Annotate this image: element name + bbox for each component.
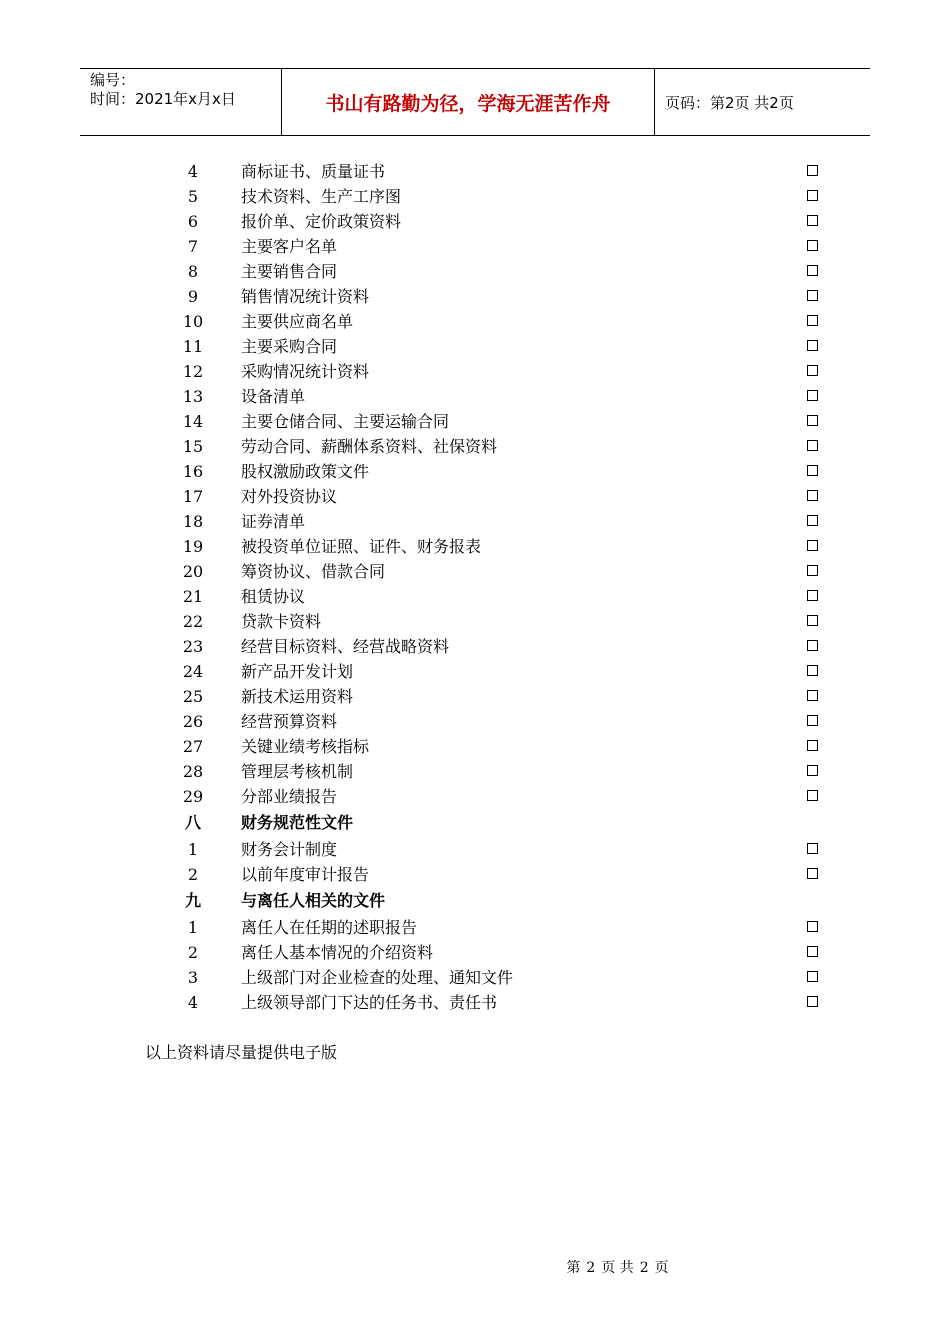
item-label: 以前年度审计报告 xyxy=(241,865,370,884)
item-number: 8 xyxy=(187,262,199,281)
item-checkbox[interactable] xyxy=(807,415,818,426)
item-label: 经营目标资料、经营战略资料 xyxy=(241,637,450,656)
item-number: 20 xyxy=(182,562,204,581)
checklist-row xyxy=(0,915,950,940)
item-number: 26 xyxy=(182,712,204,731)
checklist-row xyxy=(0,584,950,609)
item-number: 4 xyxy=(187,162,199,181)
item-number: 16 xyxy=(182,462,204,481)
checklist-row xyxy=(0,559,950,584)
item-label: 与离任人相关的文件 xyxy=(241,891,386,910)
item-label: 设备清单 xyxy=(241,387,306,406)
item-label: 财务会计制度 xyxy=(241,840,338,859)
checklist-row xyxy=(0,759,950,784)
item-checkbox[interactable] xyxy=(807,740,818,751)
checklist-row xyxy=(0,784,950,809)
page-header xyxy=(80,68,870,136)
item-label: 关键业绩考核指标 xyxy=(241,737,370,756)
item-checkbox[interactable] xyxy=(807,665,818,676)
footer-prefix: 第 xyxy=(566,1260,581,1276)
item-label: 劳动合同、薪酬体系资料、社保资料 xyxy=(241,437,498,456)
item-number: 21 xyxy=(182,587,204,606)
item-checkbox[interactable] xyxy=(807,868,818,879)
checklist-row xyxy=(0,384,950,409)
item-number: 12 xyxy=(182,362,204,381)
checklist-row xyxy=(0,709,950,734)
item-number: 13 xyxy=(182,387,204,406)
item-label: 技术资料、生产工序图 xyxy=(241,187,402,206)
item-number: 10 xyxy=(182,312,204,331)
checklist-row xyxy=(0,634,950,659)
header-motto: 书山有路勤为径，学海无涯苦作舟 xyxy=(282,69,655,135)
item-label: 筹资协议、借款合同 xyxy=(241,562,386,581)
item-label: 上级领导部门下达的任务书、责任书 xyxy=(241,993,498,1012)
document-checklist xyxy=(0,159,950,1015)
item-checkbox[interactable] xyxy=(807,190,818,201)
item-number: 25 xyxy=(182,687,204,706)
item-checkbox[interactable] xyxy=(807,340,818,351)
item-label: 管理层考核机制 xyxy=(241,762,354,781)
checklist-row xyxy=(0,837,950,862)
checklist-row xyxy=(0,409,950,434)
item-label: 销售情况统计资料 xyxy=(241,287,370,306)
checklist-row xyxy=(0,434,950,459)
item-label: 离任人在任期的述职报告 xyxy=(241,918,418,937)
checklist-row xyxy=(0,534,950,559)
item-number: 5 xyxy=(187,187,199,206)
checklist-row xyxy=(0,659,950,684)
item-label: 经营预算资料 xyxy=(241,712,338,731)
checklist-row xyxy=(0,359,950,384)
checklist-row xyxy=(0,965,950,990)
item-label: 财务规范性文件 xyxy=(241,813,354,832)
item-label: 商标证书、质量证书 xyxy=(241,162,386,181)
item-checkbox[interactable] xyxy=(807,540,818,551)
item-label: 主要客户名单 xyxy=(241,237,338,256)
item-number: 14 xyxy=(182,412,204,431)
item-label: 报价单、定价政策资料 xyxy=(241,212,402,231)
item-label: 主要仓储合同、主要运输合同 xyxy=(241,412,450,431)
item-label: 分部业绩报告 xyxy=(241,787,338,806)
checklist-row xyxy=(0,940,950,965)
item-number: 4 xyxy=(187,993,199,1012)
checklist-row xyxy=(0,862,950,887)
item-checkbox[interactable] xyxy=(807,165,818,176)
item-checkbox[interactable] xyxy=(807,790,818,801)
item-number: 19 xyxy=(182,537,204,556)
item-checkbox[interactable] xyxy=(807,215,818,226)
item-number: 17 xyxy=(182,487,204,506)
checklist-row xyxy=(0,459,950,484)
item-checkbox[interactable] xyxy=(807,690,818,701)
item-label: 对外投资协议 xyxy=(241,487,338,506)
checklist-row xyxy=(0,159,950,184)
item-checkbox[interactable] xyxy=(807,715,818,726)
item-checkbox[interactable] xyxy=(807,640,818,651)
item-number: 1 xyxy=(187,918,199,937)
item-number: 2 xyxy=(187,865,199,884)
item-checkbox[interactable] xyxy=(807,765,818,776)
item-checkbox[interactable] xyxy=(807,515,818,526)
section-heading xyxy=(0,809,950,837)
item-checkbox[interactable] xyxy=(807,465,818,476)
item-number: 6 xyxy=(187,212,199,231)
item-label: 新产品开发计划 xyxy=(241,662,354,681)
item-number: 22 xyxy=(182,612,204,631)
item-number: 18 xyxy=(182,512,204,531)
item-number: 九 xyxy=(184,891,201,910)
item-number: 3 xyxy=(187,968,199,987)
item-checkbox[interactable] xyxy=(807,265,818,276)
checklist-row xyxy=(0,284,950,309)
item-checkbox[interactable] xyxy=(807,946,818,957)
item-checkbox[interactable] xyxy=(807,843,818,854)
checklist-row xyxy=(0,684,950,709)
item-label: 新技术运用资料 xyxy=(241,687,354,706)
section-heading xyxy=(0,887,950,915)
item-label: 租赁协议 xyxy=(241,587,306,606)
footer-total: 2 xyxy=(639,1260,649,1276)
footer-suffix: 页 xyxy=(654,1260,669,1276)
item-number: 24 xyxy=(182,662,204,681)
item-checkbox[interactable] xyxy=(807,390,818,401)
item-checkbox[interactable] xyxy=(807,615,818,626)
checklist-row xyxy=(0,484,950,509)
item-checkbox[interactable] xyxy=(807,565,818,576)
item-number: 7 xyxy=(187,237,199,256)
item-label: 股权激励政策文件 xyxy=(241,462,370,481)
item-number: 15 xyxy=(182,437,204,456)
checklist-row xyxy=(0,509,950,534)
code-label: 编号： xyxy=(90,71,136,89)
item-checkbox[interactable] xyxy=(807,315,818,326)
item-checkbox[interactable] xyxy=(807,290,818,301)
item-checkbox[interactable] xyxy=(807,365,818,376)
checklist-row xyxy=(0,184,950,209)
item-label: 被投资单位证照、证件、财务报表 xyxy=(241,537,482,556)
item-label: 贷款卡资料 xyxy=(241,612,322,631)
item-number: 9 xyxy=(187,287,199,306)
item-checkbox[interactable] xyxy=(807,996,818,1007)
checklist-row xyxy=(0,309,950,334)
checklist-row xyxy=(0,259,950,284)
item-number: 27 xyxy=(182,737,204,756)
item-checkbox[interactable] xyxy=(807,440,818,451)
item-checkbox[interactable] xyxy=(807,921,818,932)
time-label: 时间：2021年x月x日 xyxy=(90,90,236,108)
header-page-label: 页码：第2页 共2页 xyxy=(665,93,794,112)
page-footer xyxy=(0,1257,950,1277)
item-number: 八 xyxy=(184,813,201,832)
footer-page: 2 xyxy=(586,1260,596,1276)
note-text: 以上资料请尽量提供电子版 xyxy=(145,1043,338,1062)
checklist-row xyxy=(0,609,950,634)
item-label: 主要采购合同 xyxy=(241,337,338,356)
header-meta xyxy=(80,69,282,135)
item-number: 28 xyxy=(182,762,204,781)
item-checkbox[interactable] xyxy=(807,971,818,982)
checklist-row xyxy=(0,334,950,359)
item-label: 主要供应商名单 xyxy=(241,312,354,331)
item-number: 23 xyxy=(182,637,204,656)
item-label: 上级部门对企业检查的处理、通知文件 xyxy=(241,968,514,987)
item-checkbox[interactable] xyxy=(807,240,818,251)
item-checkbox[interactable] xyxy=(807,490,818,501)
item-number: 2 xyxy=(187,943,199,962)
checklist-row xyxy=(0,734,950,759)
checklist-row xyxy=(0,209,950,234)
item-number: 11 xyxy=(182,337,204,356)
checklist-row xyxy=(0,990,950,1015)
item-number: 29 xyxy=(182,787,204,806)
item-checkbox[interactable] xyxy=(807,590,818,601)
item-number: 1 xyxy=(187,840,199,859)
checklist-row xyxy=(0,234,950,259)
item-label: 证券清单 xyxy=(241,512,306,531)
footer-mid: 页 共 xyxy=(601,1260,634,1276)
item-label: 主要销售合同 xyxy=(241,262,338,281)
item-label: 离任人基本情况的介绍资料 xyxy=(241,943,434,962)
item-label: 采购情况统计资料 xyxy=(241,362,370,381)
